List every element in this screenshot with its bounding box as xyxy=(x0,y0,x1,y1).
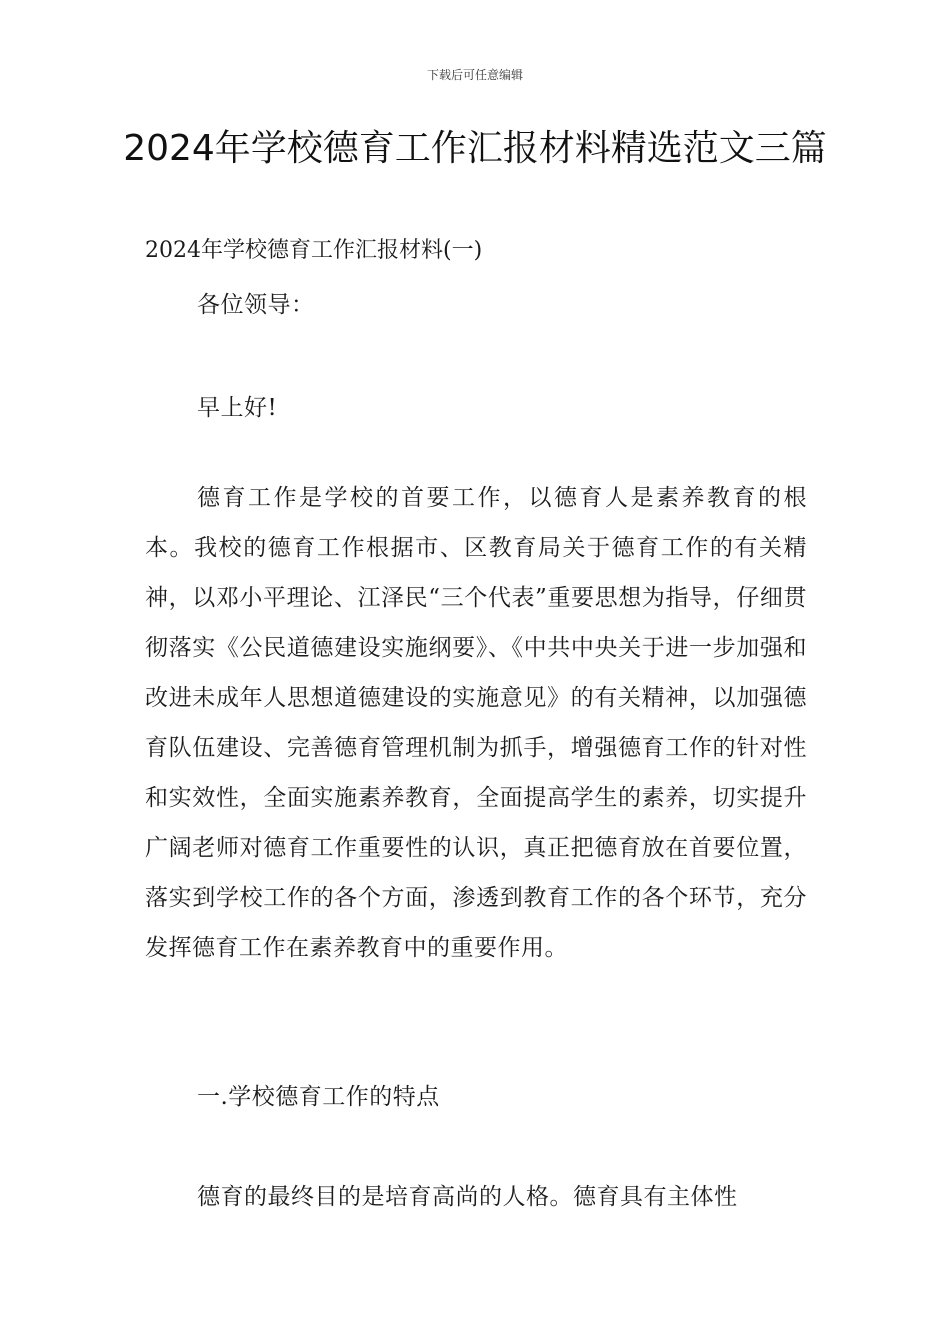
morning-line: 早上好! xyxy=(197,395,278,421)
document-subtitle: 2024年学校德育工作汇报材料(一) xyxy=(145,238,483,263)
greeting-line: 各位领导： xyxy=(197,292,315,318)
header-note: 下载后可任意编辑 xyxy=(426,68,523,82)
body-paragraph-1: 德育工作是学校的首要工作，以德育人是素养教育的根本。我校的德育工作根据市、区教育局关于德育工作的有关精神，以邓小平理论、江泽民“三个代表”重要思想为指导，仔细贯彻落实《公民道德建设实施纲要》、《中共中央关于进一步加强和改进未成年人思想道德建设的实施意见》的有关精神，以加强德育队伍建设、完善德育管理机制为抓手，增强德育工作的针对性和实效性，全面实施素养教育，全面提高学生的素养，切实提升广阔老师对德育工作重要性的认识，真正把德育放在首要位置，落实到学校工作的各个方面，渗透到教育工作的各个环节，充分发挥德育工作在素养教育中的重要作用。 xyxy=(145,485,807,961)
section-heading-1: 一.学校德育工作的特点 xyxy=(197,1084,440,1110)
body-paragraph-2: 德育的最终目的是培育高尚的人格。德育具有主体性 xyxy=(197,1184,738,1210)
document-title: 2024年学校德育工作汇报材料精选范文三篇 xyxy=(123,128,827,169)
